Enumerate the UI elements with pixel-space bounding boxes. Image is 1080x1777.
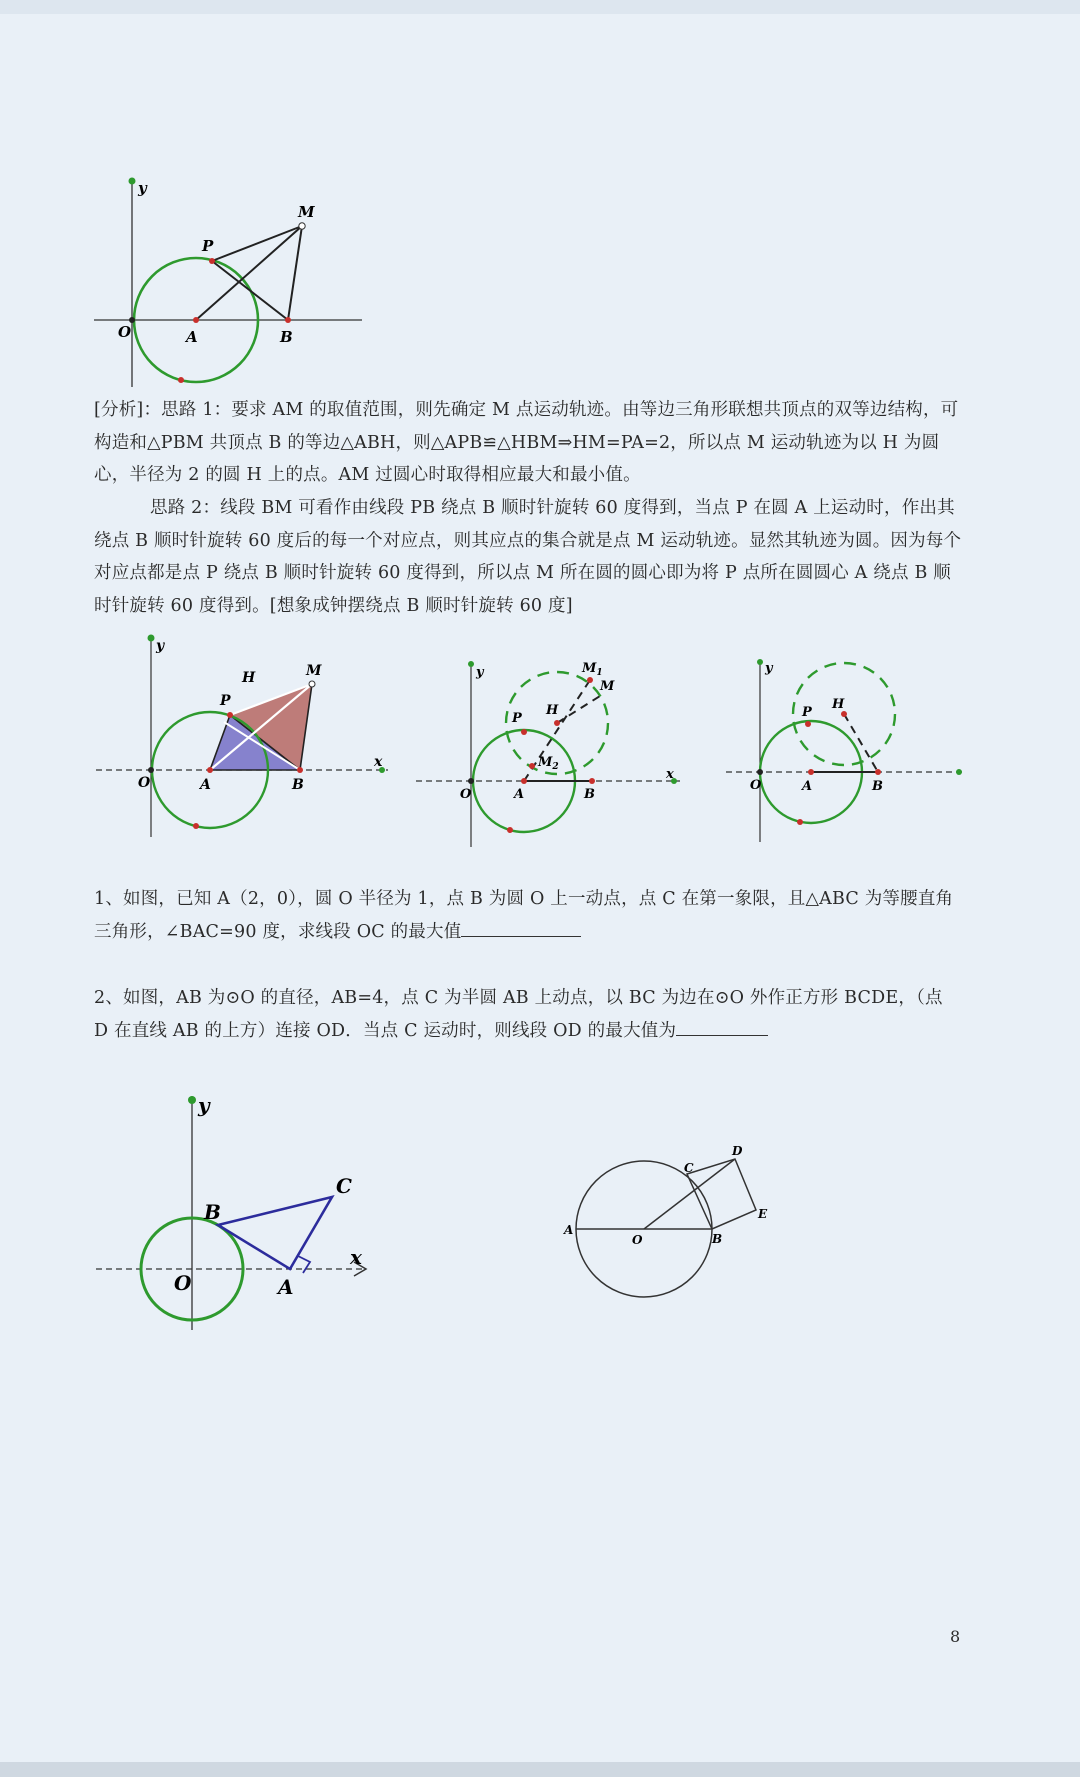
fig2b-label-m: M bbox=[600, 679, 615, 694]
fig3b-label-c: C bbox=[684, 1161, 694, 1175]
fig3b-label-d: D bbox=[732, 1144, 743, 1158]
fig1-label-b: B bbox=[280, 328, 293, 346]
fig1-label-y: y bbox=[138, 179, 147, 197]
fig2b-label-m1: $M_1$ bbox=[582, 661, 603, 678]
fig3b-label-o: O bbox=[632, 1233, 643, 1247]
question-1-text: 1、如图，已知 A（2，0），圆 O 半径为 1，点 B 为圆 O 上一动点，点 C 在第一象限，且△ABC 为等腰直角三角形，∠BAC=90 度，求线段 OC 的最大值 bbox=[94, 889, 954, 942]
fig2a-label-o: O bbox=[138, 775, 151, 791]
fig2b-label-h: H bbox=[546, 703, 559, 718]
fig3a-label-a: A bbox=[278, 1275, 294, 1299]
fig2b-label-o: O bbox=[460, 787, 472, 802]
question-1-blank bbox=[461, 920, 581, 937]
bottom-bar bbox=[0, 1762, 1080, 1777]
fig3a-label-y: y bbox=[198, 1093, 210, 1117]
fig2b-label-b: B bbox=[584, 787, 595, 802]
figure-2c-diagram bbox=[722, 652, 974, 852]
page-number: 8 bbox=[950, 1627, 961, 1646]
question-1 bbox=[94, 883, 962, 948]
fig2c-label-p: P bbox=[802, 705, 812, 720]
fig2b-label-p: P bbox=[512, 711, 522, 726]
fig2c-label-o: O bbox=[750, 778, 762, 793]
fig3b-label-e: E bbox=[758, 1207, 768, 1221]
fig2c-label-y: y bbox=[765, 661, 773, 676]
fig2b-label-a: A bbox=[514, 787, 525, 802]
fig2c-label-h: H bbox=[832, 697, 845, 712]
top-bar bbox=[0, 0, 1080, 14]
question-2-blank bbox=[676, 1019, 768, 1036]
fig2a-label-x: x bbox=[374, 754, 383, 770]
fig3a-label-b: B bbox=[204, 1200, 221, 1224]
fig1-label-a: A bbox=[186, 328, 198, 346]
analysis-paragraph-1: [分析]：思路 1：要求 AM 的取值范围，则先确定 M 点运动轨迹。由等边三角形联想共顶点的双等边结构，可构造和△PBM 共顶点 B 的等边△ABH，则△APB≌△HBM⇒HM=PA=2，所以点 M 运动轨迹为以 H 为圆心，半径为 2 的圆 H 上的点。AM 过圆心时取得相应最大和最小值。 bbox=[94, 400, 959, 485]
fig2a-label-h: H bbox=[242, 670, 256, 686]
fig1-label-m: M bbox=[298, 203, 315, 221]
fig2a-label-y: y bbox=[156, 638, 165, 654]
fig1-label-p: P bbox=[202, 237, 214, 255]
fig2b-label-m2: $M_2$ bbox=[538, 755, 559, 772]
question-2 bbox=[94, 982, 962, 1047]
question-2-text: 2、如图，AB 为⊙O 的直径，AB=4，点 C 为半圆 AB 上动点，以 BC 为边在⊙O 外作正方形 BCDE，（点 D 在直线 AB 的上方）连接 OD．当点 C 运动时，则线段 OD 的最大值为 bbox=[94, 988, 943, 1041]
fig1-label-o: O bbox=[118, 323, 132, 341]
fig3b-label-b: B bbox=[712, 1232, 723, 1246]
figure-3b-diagram bbox=[560, 1140, 780, 1310]
fig2a-label-b: B bbox=[292, 777, 304, 793]
figure-1-diagram bbox=[90, 175, 370, 395]
fig2b-label-x: x bbox=[666, 767, 674, 782]
fig2a-label-a: A bbox=[200, 777, 211, 793]
fig3a-label-x: x bbox=[350, 1245, 362, 1269]
fig2a-label-p: P bbox=[220, 693, 231, 709]
fig2c-label-a: A bbox=[802, 779, 813, 794]
fig3a-label-o: O bbox=[174, 1271, 192, 1295]
figure-2b-diagram bbox=[412, 652, 687, 852]
figure-3a-diagram bbox=[92, 1090, 382, 1340]
analysis-paragraph-2: 思路 2：线段 BM 可看作由线段 PB 绕点 B 顺时针旋转 60 度得到，当点 P 在圆 A 上运动时，作出其绕点 B 顺时针旋转 60 度后的每一个对应点，则其应点的集合就是点 M 运动轨迹。显然其轨迹为圆。因为每个对应点都是点 P 绕点 B 顺时针旋转 60 度得到，所以点 M 所在圆的圆心即为将 P 点所在圆圆心 A 绕点 B 顺时针旋转 60 度得到。[想象成钟摆绕点 B 顺时针旋转 60 度] bbox=[94, 498, 962, 616]
fig2b-label-y: y bbox=[476, 665, 484, 680]
fig2c-label-b: B bbox=[872, 779, 883, 794]
fig3b-label-a: A bbox=[564, 1223, 574, 1237]
fig2a-label-m: M bbox=[306, 663, 322, 679]
fig3a-label-c: C bbox=[336, 1174, 352, 1198]
figure-2a-diagram bbox=[92, 632, 392, 842]
